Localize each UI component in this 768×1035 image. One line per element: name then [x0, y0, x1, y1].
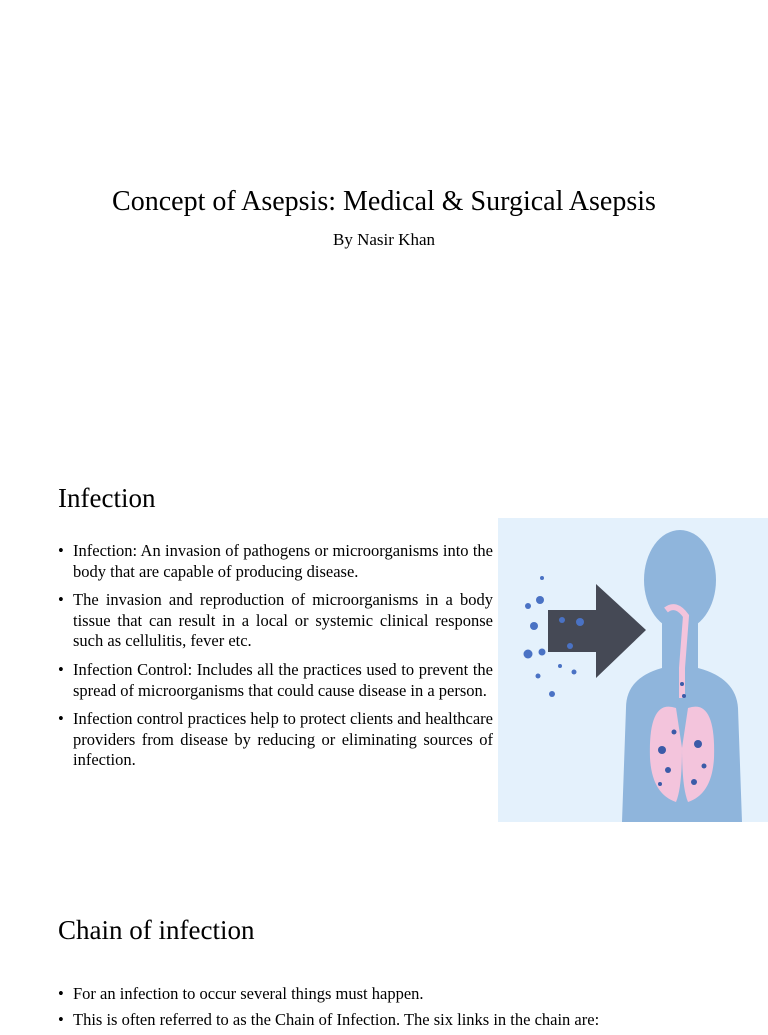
- respiratory-infection-illustration-icon: [498, 518, 768, 822]
- bullet-item: [58, 590, 493, 652]
- bullet-text: This is often referred to as the Chain of Infection. The six links in the chain are:: [73, 1009, 600, 1029]
- bullet-text: Infection control practices help to protect clients and healthcare providers from disease by reducing or eliminating sources of infection.: [73, 709, 493, 770]
- bullet-icon: •: [58, 590, 64, 610]
- bullet-list: [58, 541, 493, 779]
- bullet-icon: •: [58, 1009, 64, 1029]
- bullet-text: Infection: An invasion of pathogens or microorganisms into the body that are capable of producing disease.: [73, 541, 493, 581]
- presentation-title: Concept of Asepsis: Medical & Surgical Asepsis: [112, 186, 656, 217]
- bullet-text: Infection Control: Includes all the practices used to prevent the spread of microorganisms that could cause disease in a person.: [73, 659, 493, 700]
- bullet-icon: •: [58, 541, 64, 560]
- bullet-item: [58, 541, 493, 582]
- bullet-icon: •: [58, 659, 64, 679]
- bullet-item: [58, 1010, 708, 1031]
- respiratory-illustration-svg: [498, 518, 768, 822]
- bullet-text: For an infection to occur several things must happen.: [73, 984, 424, 1003]
- bullet-text: The invasion and reproduction of microorganisms in a body tissue that can result in a local or systemic clinical response such as cellulitis, fever etc.: [73, 590, 493, 651]
- bullet-icon: •: [58, 709, 64, 729]
- chain-of-infection-slide: [0, 864, 768, 1029]
- infection-slide: [0, 432, 768, 864]
- bullet-item: [58, 984, 708, 1005]
- slide-heading: Infection: [58, 483, 156, 513]
- arrow-icon: [548, 584, 646, 678]
- bullet-item: [58, 709, 493, 771]
- bullet-item: [58, 660, 493, 701]
- author-byline: By Nasir Khan: [333, 230, 435, 249]
- slide-heading: Chain of infection: [58, 915, 255, 945]
- title-slide: [0, 0, 768, 432]
- bullet-list: [58, 984, 708, 1035]
- bullet-icon: •: [58, 984, 64, 1003]
